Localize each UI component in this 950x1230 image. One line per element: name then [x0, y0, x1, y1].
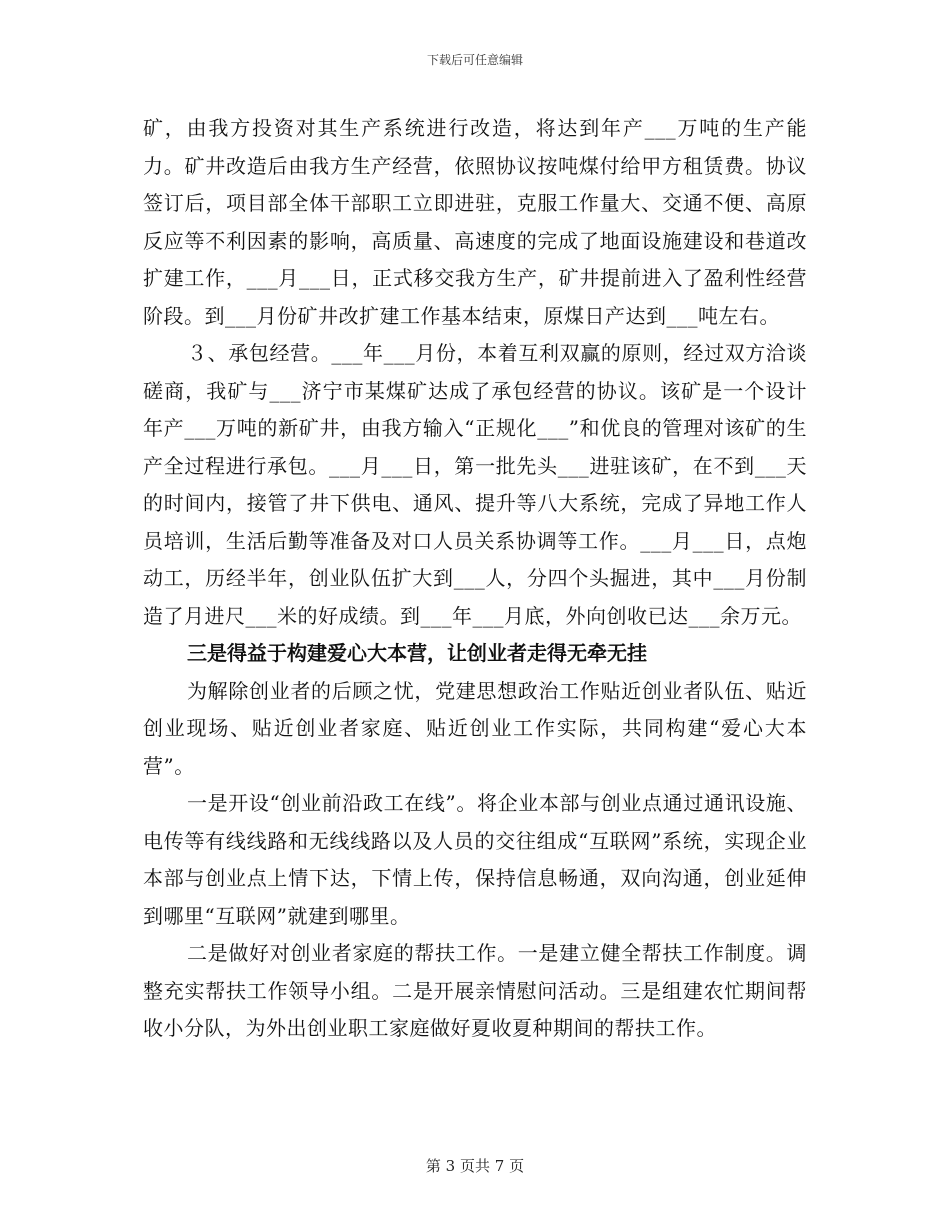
paragraph-love-camp-intro: 为解除创业者的后顾之忧，党建思想政治工作贴近创业者队伍、贴近创业现场、贴近创业者家庭、贴近创业工作实际，共同构建“爱心大本营”。 — [143, 678, 807, 778]
paragraph-online-political-work: 一是开设“创业前沿政工在线”。将企业本部与创业点通过通讯设施、电传等有线线路和无线线路以及人员的交往组成“互联网”系统，实现企业本部与创业点上情下达，下情上传，保持信息畅通，双向沟通，创业延伸到哪里“互联网”就建到哪里。 — [143, 791, 807, 928]
paragraph-family-assistance: 二是做好对创业者家庭的帮扶工作。一是建立健全帮扶工作制度。调整充实帮扶工作领导小组。二是开展亲情慰问活动。三是组建农忙期间帮收小分队，为外出创业职工家庭做好夏收夏种期间的帮扶工作。 — [143, 941, 807, 1040]
section-heading: 三是得益于构建爱心大本营，让创业者走得无牵无挂 — [187, 641, 647, 665]
paragraph-mine-renovation: 矿，由我方投资对其生产系统进行改造，将达到年产___万吨的生产能力。矿井改造后由我方生产经营，依照协议按吨煤付给甲方租赁费。协议签订后，项目部全体干部职工立即进驻，克服工作量大、交通不便、高原反应等不利因素的影响，高质量、高速度的完成了地面设施建设和巷道改扩建工作，___月___日，正式移交我方生产，矿井提前进入了盈利性经营阶段。到___月份矿井改扩建工作基本结束，原煤日产达到___吨左右。 — [143, 116, 807, 328]
paragraph-contract-operation: ３、承包经营。___年___月份，本着互利双赢的原则，经过双方洽谈磋商，我矿与___济宁市某煤矿达成了承包经营的协议。该矿是一个设计年产___万吨的新矿井，由我方输入“正规化___”和优良的管理对该矿的生产全过程进行承包。___月___日，第一批先头___进驻该矿，在不到___天的时间内，接管了井下供电、通风、提升等八大系统，完成了异地工作人员培训，生活后勤等准备及对口人员关系协调等工作。___月___日，点炮动工，历经半年，创业队伍扩大到___人，分四个头掘进，其中___月份制造了月进尺___米的好成绩。到___年___月底，外向创收已达___余万元。 — [143, 341, 807, 628]
document-body — [143, 110, 807, 1048]
page-footer: 第 3 页共 7 页 — [425, 1157, 525, 1175]
page-header: 下载后可任意编辑 — [426, 53, 523, 67]
